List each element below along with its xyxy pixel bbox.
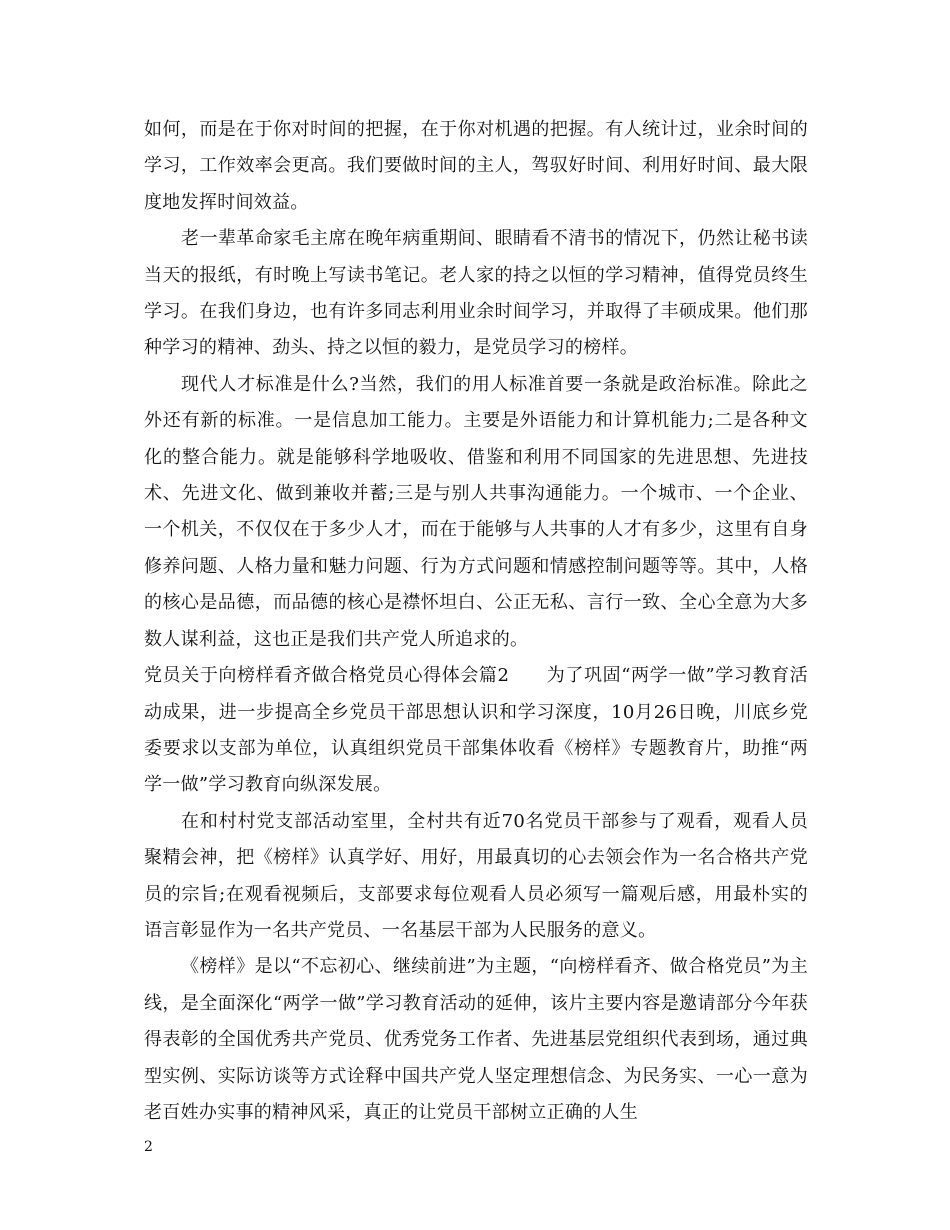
body-text bbox=[144, 112, 808, 1131]
paragraph-2: 老一辈革命家毛主席在晚年病重期间、眼睛看不清书的情况下，仍然让秘书读当天的报纸，有时晚上写读书笔记。老人家的持之以恒的学习精神，值得党员终生学习。在我们身边，也有许多同志利用业余时间学习，并取得了丰硕成果。他们那种学习的精神、劲头、持之以恒的毅力，是党员学习的榜样。 bbox=[144, 228, 808, 359]
paragraph-5: 在和村村党支部活动室里，全村共有近70名党员干部参与了观看，观看人员聚精会神，把《榜样》认真学好、用好，用最真切的心去领会作为一名合格共产党员的宗旨;在观看视频后，支部要求每位观看人员必须写一篇观后感，用最朴实的语言彰显作为一名共产党员、一名基层干部为人民服务的意义。 bbox=[144, 810, 808, 941]
paragraph-3: 现代人才标准是什么?当然，我们的用人标准首要一条就是政治标准。除此之外还有新的标准。一是信息加工能力。主要是外语能力和计算机能力;二是各种文化的整合能力。就是能够科学地吸收、借鉴和利用不同国家的先进思想、先进技术、先进文化、做到兼收并蓄;三是与别人共事沟通能力。一个城市、一个企业、一个机关，不仅仅在于多少人才，而在于能够与人共事的人才有多少，这里有自身修养问题、人格力量和魅力问题、行为方式问题和情感控制问题等等。其中，人格的核心是品德，而品德的核心是襟怀坦白、公正无私、言行一致、全心全意为大多数人谋利益，这也正是我们共产党人所追求的。 bbox=[144, 373, 808, 650]
paragraph-1: 如何，而是在于你对时间的把握，在于你对机遇的把握。有人统计过，业余时间的学习，工作效率会更高。我们要做时间的主人，驾驭好时间、利用好时间、最大限度地发挥时间效益。 bbox=[144, 119, 808, 213]
paragraph-6: 《榜样》是以“不忘初心、继续前进”为主题，“向榜样看齐、做合格党员”为主线，是全面深化“两学一做”学习教育活动的延伸，该片主要内容是邀请部分今年获得表彰的全国优秀共产党员、优秀党务工作者、先进基层党组织代表到场，通过典型实例、实际访谈等方式诠释中国共产党人坚定理想信念、为民务实、一心一意为老百姓办实事的精神风采，真正的让党员干部树立正确的人生 bbox=[144, 956, 808, 1123]
paragraph-4: 党员关于向榜样看齐做合格党员心得体会篇2 为了巩固“两学一做”学习教育活动成果，进一步提高全乡党员干部思想认识和学习深度，10月26日晚，川底乡党委要求以支部为单位，认真组织党员干部集体收看《榜样》专题教育片，助推“两学一做”学习教育向纵深发展。 bbox=[144, 665, 808, 796]
page-number: 2 bbox=[144, 1139, 153, 1155]
